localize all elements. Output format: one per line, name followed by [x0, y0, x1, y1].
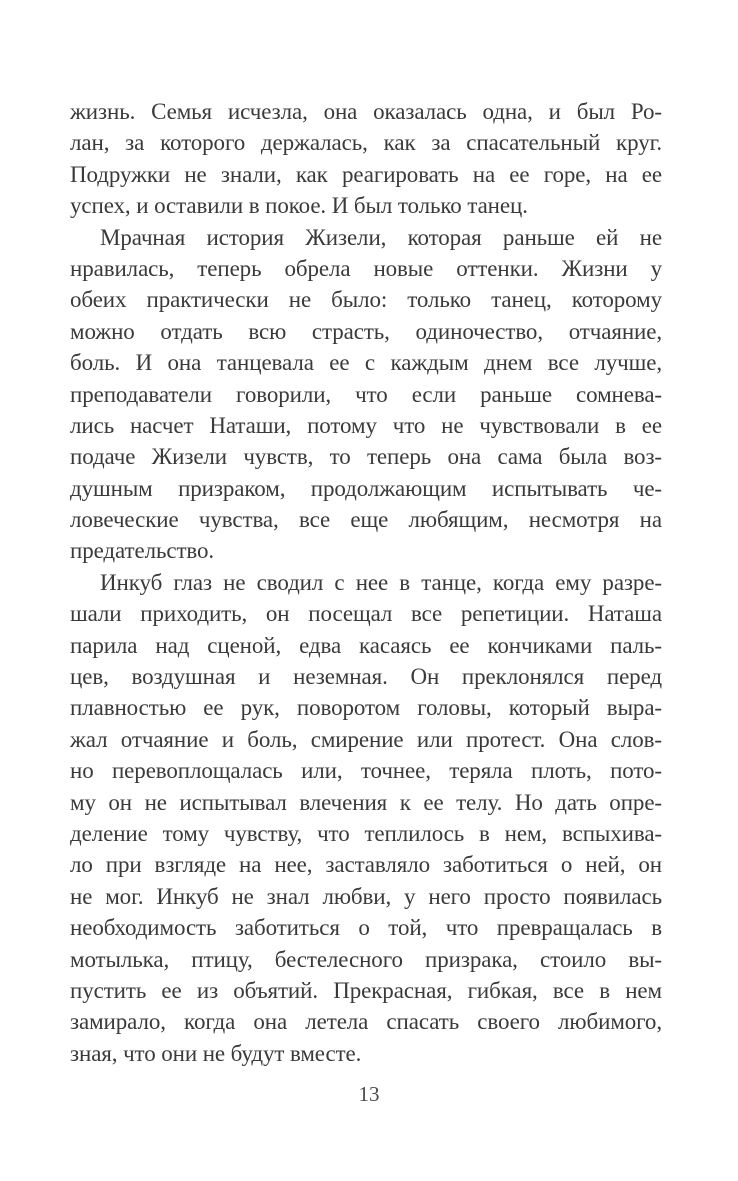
text-line: жизнь. Семья исчезла, она оказалась одна, и был Ро-: [70, 99, 662, 124]
text-line: не мог. Инкуб не знал любви, у него просто появилась: [70, 883, 662, 909]
text-line: боль. И она танцевала ее с каждым днем все лучше,: [70, 350, 662, 376]
text-line: Подружки не знали, как реагировать на ее горе, на ее: [70, 161, 662, 187]
paragraph: [70, 96, 662, 222]
text-block: [70, 96, 662, 1069]
text-line: Мрачная история Жизели, которая раньше ей не: [100, 224, 662, 250]
text-line: нравилась, теперь обрела новые оттенки. Жизни у: [70, 255, 662, 281]
text-line: подаче Жизели чувств, то теперь она сама была воз-: [70, 444, 662, 470]
text-line: преподаватели говорили, что если раньше сомнева-: [70, 381, 662, 407]
paragraph: [70, 567, 662, 1069]
text-line: зная, что они не будут вместе.: [70, 1040, 362, 1066]
text-line: жал отчаяние и боль, смирение или протест. Она слов-: [70, 726, 662, 752]
text-line: плавностью ее рук, поворотом головы, который выра-: [70, 695, 662, 721]
text-line: пустить ее из объятий. Прекрасная, гибкая, все в нем: [70, 977, 662, 1003]
text-line: мотылька, птицу, бестелесного призрака, стоило вы-: [70, 946, 662, 972]
text-line: му он не испытывал влечения к ее телу. Но дать опре-: [70, 789, 662, 815]
page-number: 13: [358, 1082, 380, 1106]
text-line: замирало, когда она летела спасать своего любимого,: [70, 1009, 662, 1035]
text-line: предательство.: [70, 538, 215, 564]
paragraph: [70, 222, 662, 567]
text-line: ловеческие чувства, все еще любящим, несмотря на: [70, 507, 662, 533]
text-line: Инкуб глаз не сводил с нее в танце, когда ему разре-: [100, 569, 662, 595]
text-line: можно отдать всю страсть, одиночество, отчаяние,: [70, 318, 662, 344]
text-line: лан, за которого держалась, как за спасательный круг.: [70, 130, 662, 156]
text-line: успех, и оставили в покое. И был только танец.: [70, 193, 528, 219]
text-line: шали приходить, он посещал все репетиции. Наташа: [70, 601, 662, 627]
text-line: ло при взгляде на нее, заставляло заботиться о ней, он: [70, 852, 662, 878]
text-line: деление тому чувству, что теплилось в нем, вспыхива-: [70, 820, 662, 846]
text-line: парила над сценой, едва касаясь ее кончиками паль-: [70, 632, 662, 658]
text-line: душным призраком, продолжающим испытывать че-: [70, 475, 662, 501]
text-line: но перевоплощалась или, точнее, теряла плоть, пото-: [70, 758, 662, 784]
text-line: лись насчет Наташи, потому что не чувствовали в ее: [70, 412, 662, 438]
text-line: цев, воздушная и неземная. Он преклонялся перед: [70, 664, 662, 690]
text-line: необходимость заботиться о той, что превращалась в: [70, 915, 662, 941]
text-line: обеих практически не было: только танец, которому: [70, 287, 662, 313]
